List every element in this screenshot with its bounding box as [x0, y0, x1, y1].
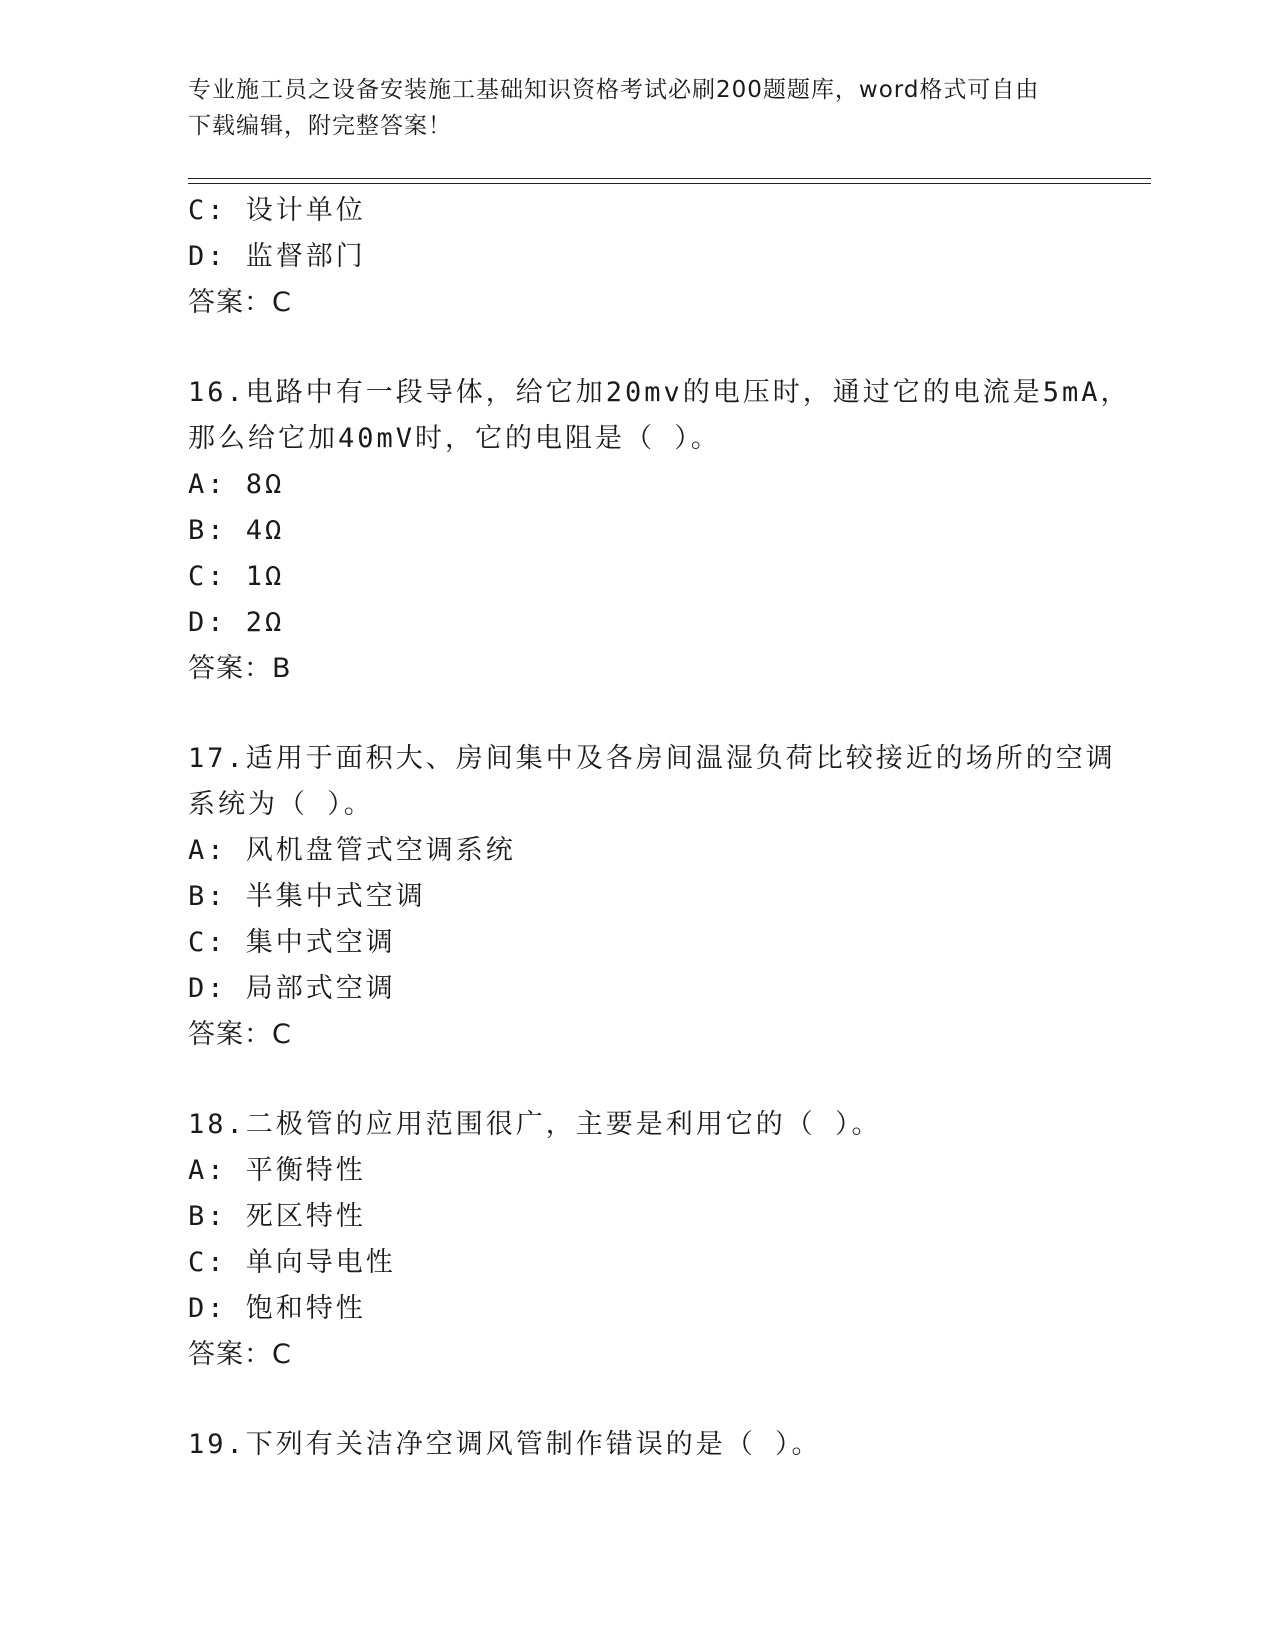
option-d: D: 2Ω — [188, 607, 285, 638]
question-list — [188, 188, 1131, 1468]
option-b: B: 半集中式空调 — [188, 881, 426, 912]
answer-line: 答案：B — [188, 653, 292, 684]
question-text: 16.电路中有一段导体，给它加20mv的电压时，通过它的电流是5mA， — [188, 377, 1131, 408]
header-rule-bottom — [188, 183, 1151, 184]
question-text: 系统为（ ）。 — [188, 789, 374, 820]
option-c: C: 设计单位 — [188, 195, 366, 226]
option-d: D: 饱和特性 — [188, 1293, 366, 1324]
question-block — [188, 736, 1116, 1058]
option-c: C: 单向导电性 — [188, 1247, 396, 1278]
document-header — [188, 72, 1088, 144]
question-block — [188, 188, 1108, 326]
option-d: D: 监督部门 — [188, 241, 366, 272]
option-b: B: 死区特性 — [188, 1201, 366, 1232]
answer-line: 答案：C — [188, 1019, 292, 1050]
option-c: C: 1Ω — [188, 561, 285, 592]
option-c: C: 集中式空调 — [188, 927, 396, 958]
option-a: A: 平衡特性 — [188, 1155, 366, 1186]
header-line-2: 下载编辑，附完整答案！ — [188, 113, 452, 139]
option-a: A: 风机盘管式空调系统 — [188, 835, 516, 866]
option-a: A: 8Ω — [188, 469, 285, 500]
answer-line: 答案：C — [188, 287, 292, 318]
option-b: B: 4Ω — [188, 515, 285, 546]
question-block — [188, 370, 1131, 692]
question-text: 19.下列有关洁净空调风管制作错误的是（ ）。 — [188, 1429, 822, 1460]
question-block — [188, 1422, 1108, 1468]
question-text: 18.二极管的应用范围很广，主要是利用它的（ ）。 — [188, 1109, 882, 1140]
header-line-1: 专业施工员之设备安装施工基础知识资格考试必刷200题题库，word格式可自由 — [188, 77, 1040, 103]
header-rule-top — [188, 178, 1151, 179]
question-text: 17.适用于面积大、房间集中及各房间温湿负荷比较接近的场所的空调 — [188, 743, 1116, 774]
answer-line: 答案：C — [188, 1339, 292, 1370]
option-d: D: 局部式空调 — [188, 973, 396, 1004]
question-text: 那么给它加40mV时，它的电阻是（ ）。 — [188, 423, 721, 454]
question-block — [188, 1102, 1108, 1378]
